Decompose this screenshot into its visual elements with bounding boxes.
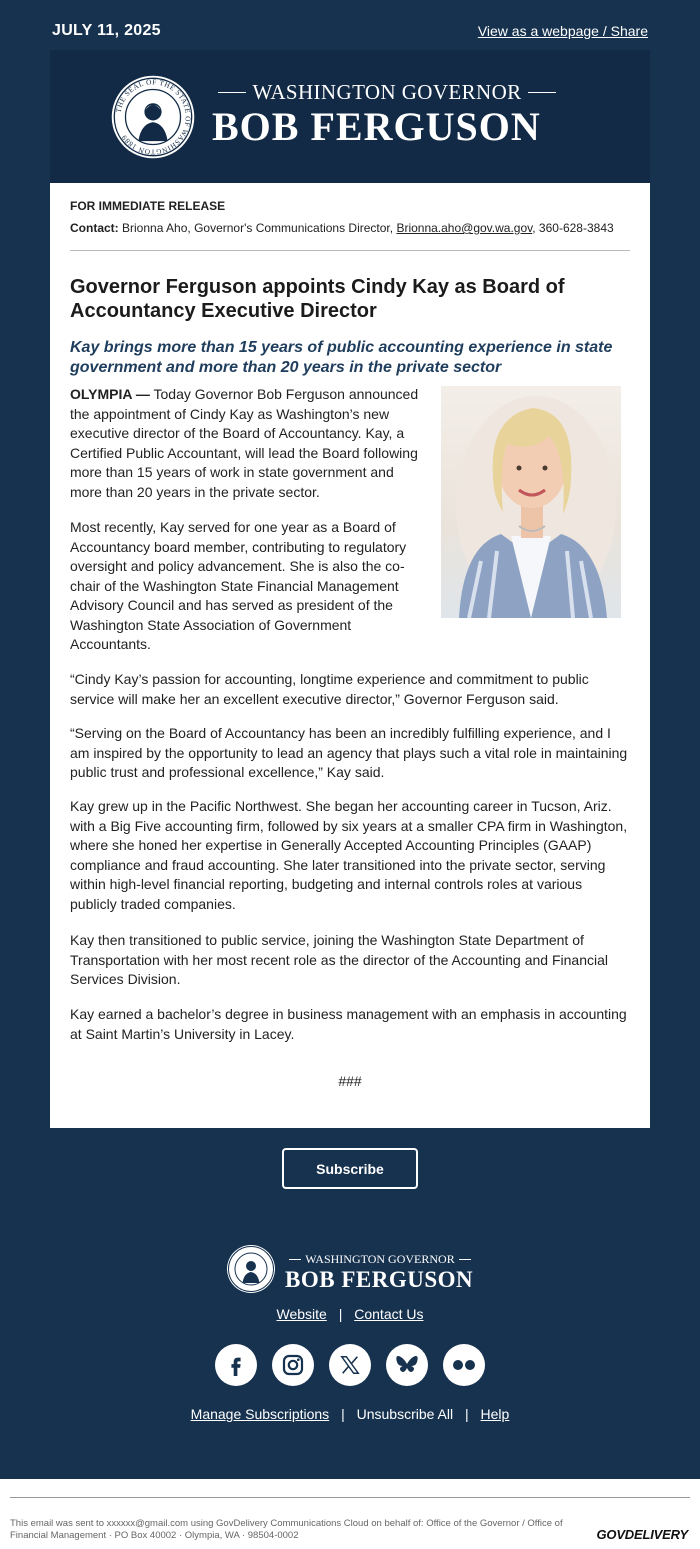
- social-icons: [215, 1344, 485, 1386]
- subheadline: Kay brings more than 15 years of public accounting experience in state government and more than 20 years in the private sector: [70, 339, 613, 376]
- subscribe-button[interactable]: Subscribe: [282, 1148, 418, 1189]
- contact-line: [70, 221, 614, 235]
- instagram-icon[interactable]: [272, 1344, 314, 1386]
- subscription-links: [0, 1406, 700, 1422]
- paragraph-7: Kay earned a bachelor’s degree in business management with an emphasis in accounting at Saint Martin’s University in Lacey.: [70, 1006, 627, 1042]
- bluesky-icon[interactable]: [386, 1344, 428, 1386]
- footer-links: [0, 1306, 700, 1322]
- governor-header-banner: [50, 50, 650, 183]
- legal-footer: [0, 1479, 700, 1549]
- brand-rule-right: [528, 92, 556, 93]
- release-label: FOR IMMEDIATE RELEASE: [70, 199, 226, 213]
- footer-seal-icon: [226, 1244, 276, 1294]
- help-link[interactable]: Help: [480, 1406, 510, 1422]
- link-separator: |: [338, 1306, 343, 1322]
- press-release-card: [50, 183, 650, 1128]
- facebook-icon[interactable]: [215, 1344, 257, 1386]
- manage-subscriptions-link[interactable]: Manage Subscriptions: [190, 1406, 330, 1422]
- paragraph-2: Most recently, Kay served for one year as a Board of Accountancy board member, contributing to regulatory oversight and policy advancement. She is also the co-chair of the Washington State Financial Management Advisory Council and has served as president of the Washington State Association of Government Accountants.: [70, 519, 407, 652]
- brand-top-label: WASHINGTON GOVERNOR: [252, 80, 522, 104]
- paragraph-1-text: Today Governor Bob Ferguson announced the appointment of Cindy Kay as Washington’s new executive director of the Board of Accountancy. Kay, a Certified Public Accountant, will lead the Board following more than 15 years of work in state government and more than 20 years in the private sector.: [70, 386, 419, 500]
- flickr-icon[interactable]: [443, 1344, 485, 1386]
- footer-brand-top: WASHINGTON GOVERNOR: [305, 1252, 455, 1266]
- portrait-illustration: [441, 386, 621, 618]
- contact-text: Brionna Aho, Governor's Communications Director,: [122, 221, 394, 235]
- footer-brand-name: BOB FERGUSON: [285, 1267, 474, 1292]
- paragraph-3: “Cindy Kay’s passion for accounting, longtime experience and commitment to public service will make her an excellent executive director,” Governor Ferguson said.: [70, 671, 589, 707]
- brand-wordmark: [212, 80, 562, 149]
- contact-phone: , 360-628-3843: [532, 221, 614, 235]
- x-icon[interactable]: [329, 1344, 371, 1386]
- legal-text: This email was sent to xxxxxx@gmail.com using GovDelivery Communications Cloud on behalf of: Office of the Governor / Office of Financial Management · PO Box 40002 · Olympia, WA · 98504-0002: [10, 1518, 563, 1541]
- legal-divider: [10, 1497, 690, 1498]
- footer-rule-right: [459, 1259, 471, 1260]
- state-seal-icon: [110, 74, 196, 160]
- contact-email-link[interactable]: Brionna.aho@gov.wa.gov: [396, 221, 533, 235]
- top-bar: [52, 22, 648, 42]
- svg-text:THE SEAL OF THE STATE OF WASHI: THE SEAL OF THE STATE OF WASHINGTON 1889: [113, 77, 193, 157]
- paragraph-4: “Serving on the Board of Accountancy has been an incredibly fulfilling experience, and I am inspired by the opportunity to lead an agency that plays such a vital role in maintaining public trust and professional excellence,” Kay said.: [70, 725, 628, 780]
- website-link[interactable]: Website: [276, 1306, 327, 1322]
- unsubscribe-all-link[interactable]: Unsubscribe All: [356, 1406, 454, 1422]
- cindy-kay-portrait: [441, 386, 621, 618]
- dateline: OLYMPIA —: [70, 386, 150, 402]
- view-as-webpage-link[interactable]: View as a webpage / Share: [477, 23, 648, 39]
- brand-rule-left: [218, 92, 246, 93]
- link-separator: |: [341, 1406, 345, 1422]
- govdelivery-logo: GOVDELIVERY: [596, 1527, 688, 1542]
- paragraph-6: Kay then transitioned to public service, joining the Washington State Department of Transportation with her most recent role as the director of the Accounting and Financial Services Division.: [70, 932, 608, 987]
- headline: Governor Ferguson appoints Cindy Kay as Board of Accountancy Executive Director: [70, 276, 565, 322]
- footer-rule-left: [289, 1259, 301, 1260]
- footer-wordmark: [285, 1252, 475, 1293]
- brand-name: BOB FERGUSON: [212, 104, 541, 149]
- paragraph-5: Kay grew up in the Pacific Northwest. She began her accounting career in Tucson, Ariz. with a Big Five accounting firm, followed by six years at a smaller CPA firm in Washington, where she honed her expertise in Generally Accepted Accounting Principles (GAAP) compliance and fraud accounting. She later transitioned into the private sector, serving within high-level financial reporting, budgeting and internal controls roles at various publicly traded companies.: [70, 798, 628, 912]
- end-mark: ###: [338, 1073, 362, 1089]
- contact-label: Contact:: [70, 221, 119, 235]
- release-date: JULY 11, 2025: [52, 22, 161, 39]
- link-separator: |: [465, 1406, 469, 1422]
- divider: [70, 250, 630, 251]
- paragraph-1: [70, 385, 426, 502]
- footer-logo: [226, 1244, 476, 1296]
- contact-us-link[interactable]: Contact Us: [354, 1306, 424, 1322]
